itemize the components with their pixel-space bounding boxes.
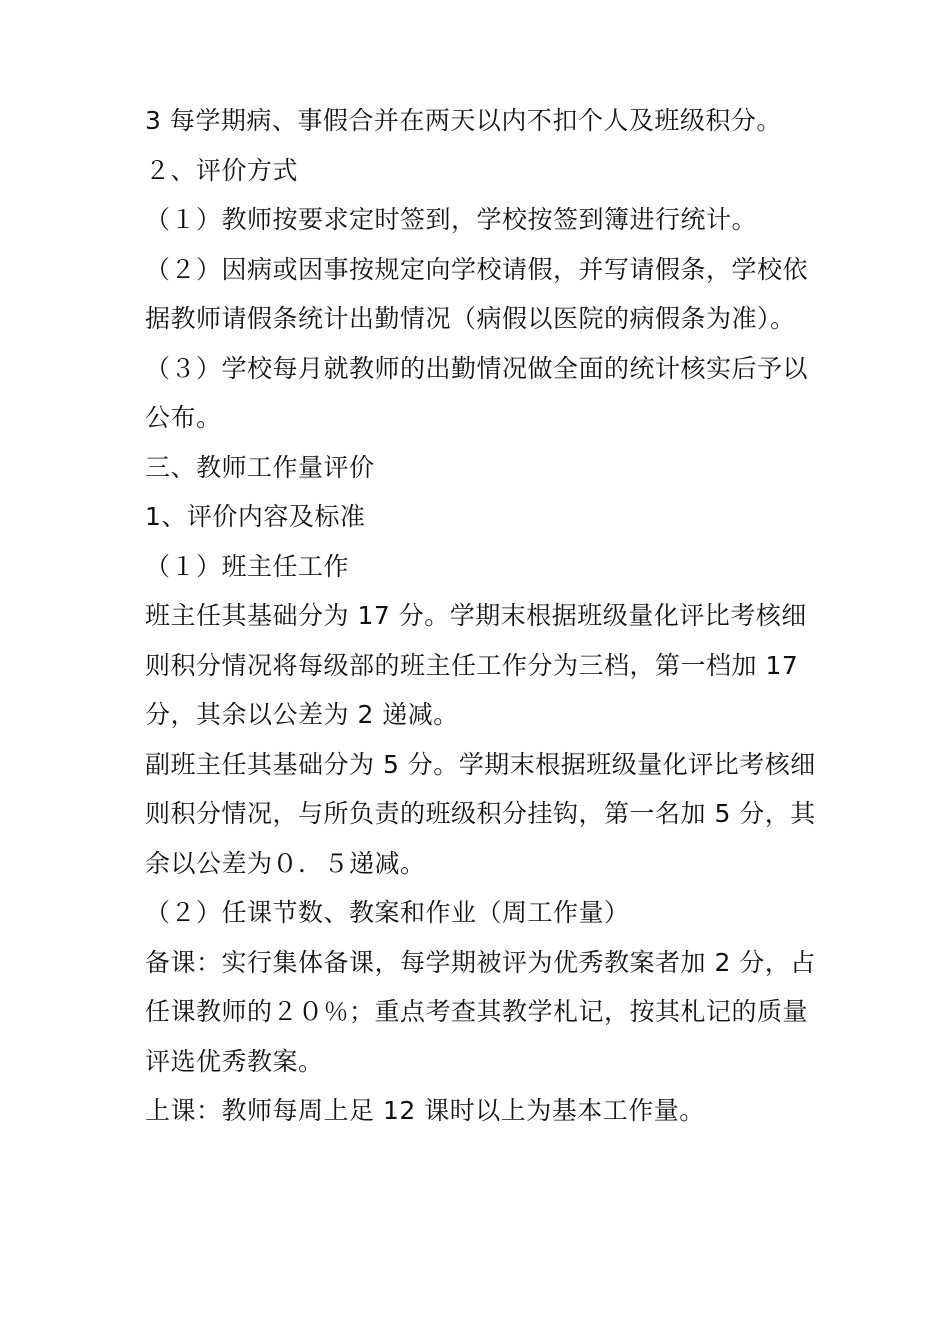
text-line-18: 备课：实行集体备课，每学期被评为优秀教案者加 2 分，占 bbox=[145, 947, 816, 977]
text-line-13: 分，其余以公差为 2 递减。 bbox=[145, 700, 459, 729]
text-line-5: 据教师请假条统计出勤情况（病假以医院的病假条为准）。 bbox=[145, 304, 796, 333]
subsection-heading-head-teacher: （１）班主任工作 bbox=[145, 551, 350, 581]
text-line-1: 3 每学期病、事假合并在两天以内不扣个人及班级积分。 bbox=[145, 106, 782, 135]
text-line-21: 上课：教师每周上足 12 课时以上为基本工作量。 bbox=[145, 1096, 705, 1125]
text-line-15: 则积分情况，与所负责的班级积分挂钩，第一名加 5 分，其 bbox=[145, 799, 816, 828]
text-line-20: 评选优秀教案。 bbox=[145, 1046, 324, 1076]
text-line-14: 副班主任其基础分为 5 分。学期末根据班级量化评比考核细 bbox=[145, 749, 816, 779]
text-line-19: 任课教师的２０％；重点考查其教学札记，按其札记的质量 bbox=[145, 997, 809, 1026]
text-line-12: 则积分情况将每级部的班主任工作分为三档，第一档加 17 bbox=[145, 650, 799, 680]
document-body bbox=[145, 96, 825, 1136]
text-line-3: （１）教师按要求定时签到，学校按签到簿进行统计。 bbox=[145, 205, 758, 234]
subsection-heading-weekly-workload: （２）任课节数、教案和作业（周工作量） bbox=[145, 898, 630, 927]
section-heading-evaluation-method: ２、评价方式 bbox=[145, 155, 299, 185]
subsection-heading-content-standards: 1、评价内容及标准 bbox=[145, 502, 366, 531]
text-line-7: 公布。 bbox=[145, 403, 222, 432]
section-heading-workload-evaluation: 三、教师工作量评价 bbox=[145, 452, 375, 482]
text-line-6: （３）学校每月就教师的出勤情况做全面的统计核实后予以 bbox=[145, 353, 809, 383]
text-line-11: 班主任其基础分为 17 分。学期末根据班级量化评比考核细 bbox=[145, 601, 807, 630]
text-line-4: （２）因病或因事按规定向学校请假，并写请假条，学校依 bbox=[145, 254, 809, 284]
text-line-16: 余以公差为０．５递减。 bbox=[145, 848, 426, 878]
